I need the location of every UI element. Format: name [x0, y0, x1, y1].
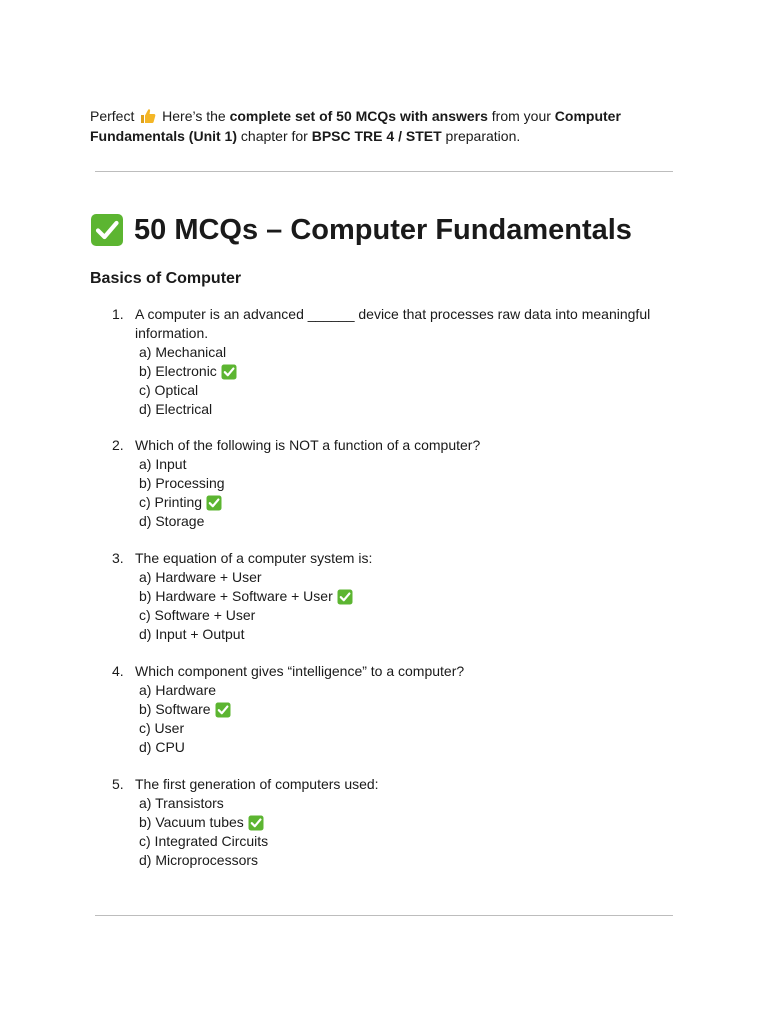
question-number: 1.	[112, 306, 124, 322]
option-item	[139, 512, 672, 531]
option-item	[139, 493, 672, 512]
intro-text-1: Perfect	[90, 108, 135, 124]
option-text: c) Integrated Circuits	[139, 833, 269, 849]
option-text: d) Storage	[139, 513, 205, 529]
question-item	[112, 662, 672, 757]
top-divider	[95, 171, 673, 172]
question-item	[112, 305, 672, 419]
option-item	[139, 681, 672, 700]
question-number: 2.	[112, 437, 124, 453]
section-heading: Basics of Computer	[90, 270, 242, 287]
option-text: a) Mechanical	[139, 344, 227, 360]
check-mark-icon	[337, 589, 353, 605]
intro-bold-3: BPSC TRE 4 / STET	[311, 128, 442, 144]
question-number: 3.	[112, 550, 124, 566]
option-text: a) Hardware	[139, 682, 217, 698]
option-item	[139, 794, 672, 813]
option-item	[139, 587, 672, 606]
thumbs-up-icon	[140, 108, 156, 124]
option-item	[139, 381, 672, 400]
option-text: b) Hardware + Software + User	[139, 588, 333, 604]
option-text: d) Microprocessors	[139, 852, 259, 868]
question-text: Which component gives “intelligence” to a computer?	[135, 663, 465, 679]
option-text: a) Input	[139, 456, 187, 472]
intro-paragraph	[90, 106, 650, 146]
option-item	[139, 851, 672, 870]
option-item	[139, 474, 672, 493]
option-item	[139, 400, 672, 419]
option-item	[139, 455, 672, 474]
intro-text-3: from your	[487, 108, 555, 124]
intro-bold-1: complete set of 50 MCQs with answers	[229, 108, 488, 124]
option-text: d) CPU	[139, 739, 185, 755]
question-number: 4.	[112, 663, 124, 679]
intro-bold-2: Computer Fundamentals (Unit 1)	[90, 108, 621, 144]
option-text: b) Vacuum tubes	[139, 814, 244, 830]
option-item	[139, 719, 672, 738]
option-item	[139, 606, 672, 625]
intro-text-4: chapter for	[237, 128, 312, 144]
page-title	[90, 208, 632, 252]
bottom-divider	[95, 915, 673, 916]
option-text: b) Software	[139, 701, 211, 717]
question-text: A computer is an advanced ______ device that processes raw data into meaningful information.	[135, 306, 651, 341]
option-item	[139, 813, 672, 832]
option-text: a) Hardware + User	[139, 569, 262, 585]
option-text: b) Processing	[139, 475, 225, 491]
check-mark-icon	[248, 815, 264, 831]
question-text: The equation of a computer system is:	[135, 550, 373, 566]
check-mark-icon	[221, 364, 237, 380]
intro-text-2: Here’s the	[158, 108, 230, 124]
option-item	[139, 362, 672, 381]
question-text: Which of the following is NOT a function of a computer?	[135, 437, 481, 453]
option-text: c) Software + User	[139, 607, 256, 623]
option-item	[139, 625, 672, 644]
option-item	[139, 343, 672, 362]
page-title-text: 50 MCQs – Computer Fundamentals	[134, 213, 632, 246]
option-item	[139, 568, 672, 587]
option-text: b) Electronic	[139, 363, 217, 379]
option-item	[139, 738, 672, 757]
option-text: c) User	[139, 720, 185, 736]
check-mark-icon	[215, 702, 231, 718]
question-item	[112, 436, 672, 531]
check-mark-icon	[90, 213, 124, 247]
intro-text-5: preparation.	[441, 128, 521, 144]
option-text: c) Printing	[139, 494, 203, 510]
option-item	[139, 832, 672, 851]
option-text: d) Electrical	[139, 401, 213, 417]
question-item	[112, 775, 672, 870]
question-item	[112, 549, 672, 644]
option-text: a) Transistors	[139, 795, 224, 811]
question-text: The first generation of computers used:	[135, 776, 379, 792]
option-text: d) Input + Output	[139, 626, 245, 642]
option-item	[139, 700, 672, 719]
check-mark-icon	[206, 495, 222, 511]
option-text: c) Optical	[139, 382, 199, 398]
question-number: 5.	[112, 776, 124, 792]
